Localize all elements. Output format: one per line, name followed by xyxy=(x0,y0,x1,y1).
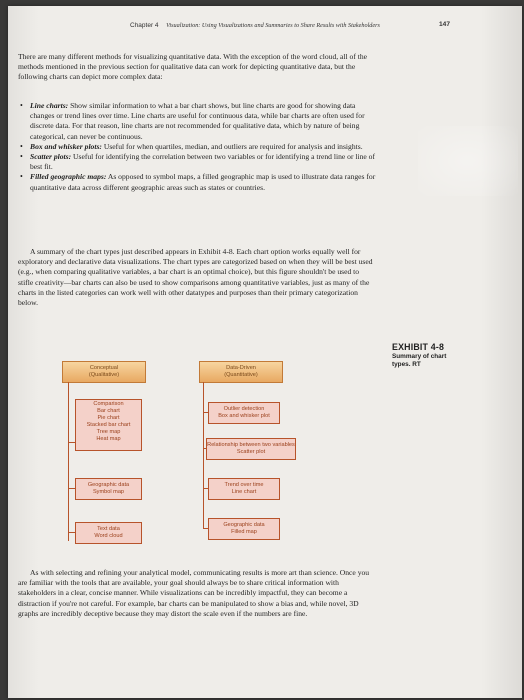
comparison-box xyxy=(75,399,142,451)
box-line: Tree map xyxy=(96,429,121,435)
page-number: 147 xyxy=(438,21,450,28)
box-line: Pie chart xyxy=(97,415,120,421)
box-line: Outlier detection xyxy=(223,406,265,412)
box-line: Geographic data xyxy=(223,522,265,528)
connector-line xyxy=(68,532,75,533)
geographic-data-box-right xyxy=(208,518,280,540)
summary-paragraph: A summary of the chart types just described appears in Exhibit 4-8. Each chart option works equally well for exploratory and declarative data visualizations. The chart types are categorized based on when they will be best used (e.g., when comparing qualitative variables, a bar chart is an optimal choice), but this figure shouldn't be used to stifle creativity—bar charts can also be used to show comparisons among quantitative variables, just as many of the charts in the listed categories can work well with other datatypes and purposes than their primary categorization below. xyxy=(18,247,373,308)
text-data-box xyxy=(75,522,142,544)
box-line: Scatter plot xyxy=(236,449,266,455)
box-line: Trend over time xyxy=(224,482,264,488)
list-term: Scatter plots: xyxy=(30,152,72,162)
box-line: Box and whisker plot xyxy=(218,413,270,419)
exhibit-label: EXHIBIT 4-8 xyxy=(392,342,445,352)
trend-over-time-box xyxy=(208,478,280,500)
closing-paragraph: As with selecting and refining your analytical model, communicating results is more art than science. Once you are familiar with the tools that are available, your goal should always be to share critical information with stakeholders in a clear, concise manner. While visualizations can be incredibly impactful, they can become a distraction if you're not careful. For example, bar charts can be manipulated to show a bias and, while novel, 3D graphs are incredibly deceptive because they may distort the scale even if the numbers are fine. xyxy=(18,568,370,618)
box-line: Relationship between two variables xyxy=(207,442,295,448)
connector-line xyxy=(203,382,204,528)
geographic-data-box-left xyxy=(75,478,142,500)
list-text: Useful for identifying the correlation between two variables or for identifying a trend line or line of best fit. xyxy=(30,152,376,172)
relationship-box xyxy=(206,438,296,460)
box-line: Data-Driven xyxy=(226,365,256,371)
box-line: Stacked bar chart xyxy=(86,422,131,428)
box-line: Heat map xyxy=(96,436,121,442)
box-line: Conceptual xyxy=(89,365,119,371)
chapter-title: Visualization: Using Visualizations and Summaries to Share Results with Stakeholders xyxy=(166,22,380,29)
connector-line xyxy=(68,442,75,443)
chapter-label: Chapter 4 xyxy=(130,22,159,29)
box-line: Comparison xyxy=(93,401,124,407)
box-line: Symbol map xyxy=(92,489,125,495)
box-line: Word cloud xyxy=(94,533,123,539)
intro-paragraph: There are many different methods for visualizing quantitative data. With the exception of the word cloud, all of the methods mentioned in the previous section for qualitative data can work for depicting quantitative data, but the following charts can depict more complex data: xyxy=(18,52,368,82)
list-text: Useful for when quartiles, median, and outliers are required for analysis and insights. xyxy=(101,141,363,151)
connector-line xyxy=(68,382,69,541)
box-line: Geographic data xyxy=(87,482,130,488)
list-text: Show similar information to what a bar chart shows, but line charts are good for showing data changes or trend lines over time. Line charts are useful for continuous data, while bar charts are often used for discrete data. For that reason, line charts are not recommended for qualitative data, which by nature of being categorical, can never be continuous. xyxy=(30,101,365,141)
list-term: Line charts: xyxy=(30,101,69,110)
box-line: Bar chart xyxy=(97,408,120,414)
connector-line xyxy=(68,488,75,489)
exhibit-text: Summary of chart types. RT xyxy=(392,353,447,368)
box-line: Line chart xyxy=(231,489,257,495)
list-term: Box and whisker plots: xyxy=(30,141,102,151)
conceptual-header-box xyxy=(62,361,146,383)
box-line: Filled map xyxy=(231,529,257,535)
list-term: Filled geographic maps: xyxy=(30,172,107,182)
box-line: (Quantitative) xyxy=(224,372,258,378)
box-line: (Qualitative) xyxy=(88,372,120,378)
box-line: Text data xyxy=(97,526,120,532)
data-driven-header-box xyxy=(199,361,283,383)
list-text: As opposed to symbol maps, a filled geographic map is used to illustrate data ranges for quantitative data across different geographic areas such as states or countries. xyxy=(30,172,376,192)
outlier-detection-box xyxy=(208,402,280,424)
